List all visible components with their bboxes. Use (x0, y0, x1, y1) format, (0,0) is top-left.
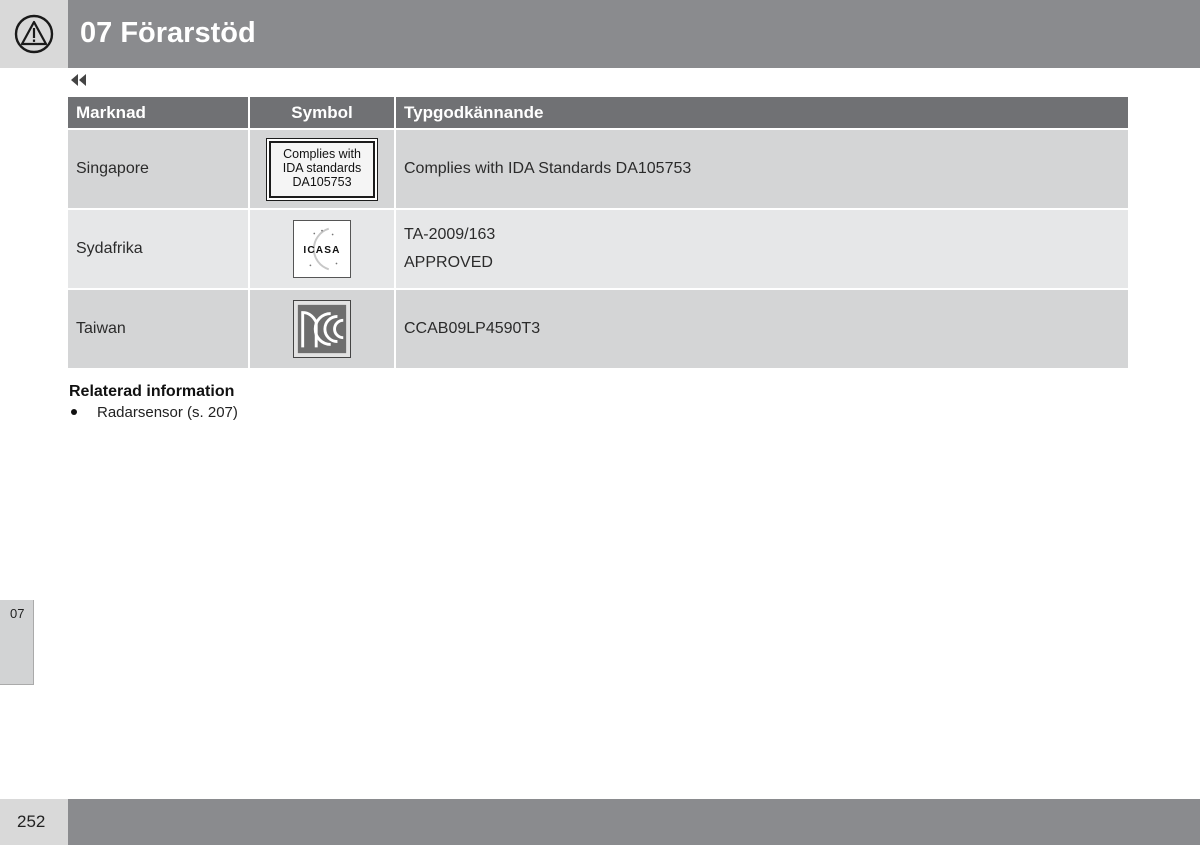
related-heading: Relaterad information (69, 383, 235, 400)
ida-mark-line: Complies with (283, 146, 361, 161)
page-title: 07 Förarstöd (80, 17, 256, 49)
approval-cell (396, 290, 1128, 368)
header-icon-box (0, 0, 68, 68)
bullet-icon (71, 409, 77, 415)
market-cell: Singapore (68, 130, 248, 208)
related-link[interactable] (69, 404, 238, 421)
header-market: Marknad (68, 97, 248, 128)
symbol-cell (250, 130, 394, 208)
approval-line: APPROVED (404, 254, 493, 271)
approval-line: Complies with IDA Standards DA105753 (404, 160, 692, 177)
approval-line: CCAB09LP4590T3 (404, 320, 541, 337)
approval-table (66, 95, 1130, 370)
ida-standards-mark (269, 141, 375, 198)
market-cell: Taiwan (68, 290, 248, 368)
header-approval: Typgodkännande (396, 97, 1128, 128)
page-number-box (0, 799, 68, 845)
ida-mark-line: DA105753 (292, 174, 352, 189)
symbol-cell (250, 290, 394, 368)
icasa-logo-icon (293, 220, 351, 278)
header-symbol: Symbol (250, 97, 394, 128)
symbol-cell (250, 210, 394, 288)
warning-triangle-icon (14, 14, 54, 54)
related-list (69, 404, 238, 421)
double-chevron-left-icon[interactable] (69, 72, 89, 88)
table-header-row (68, 97, 1128, 128)
table-row (68, 290, 1128, 368)
icasa-text: ICASA (303, 244, 341, 256)
table-row (68, 130, 1128, 208)
footer-bar (68, 799, 1200, 845)
related-link-label: Radarsensor (s. 207) (97, 404, 238, 421)
ida-mark-line: IDA standards (282, 160, 362, 175)
ncc-logo-icon (293, 300, 351, 358)
table-row (68, 210, 1128, 288)
chapter-tab[interactable] (0, 600, 34, 685)
approval-cell (396, 130, 1128, 208)
approval-line: TA-2009/163 (404, 226, 496, 243)
market-cell: Sydafrika (68, 210, 248, 288)
approval-cell (396, 210, 1128, 288)
chapter-tab-label: 07 (10, 606, 25, 621)
page-number: 252 (17, 812, 46, 831)
